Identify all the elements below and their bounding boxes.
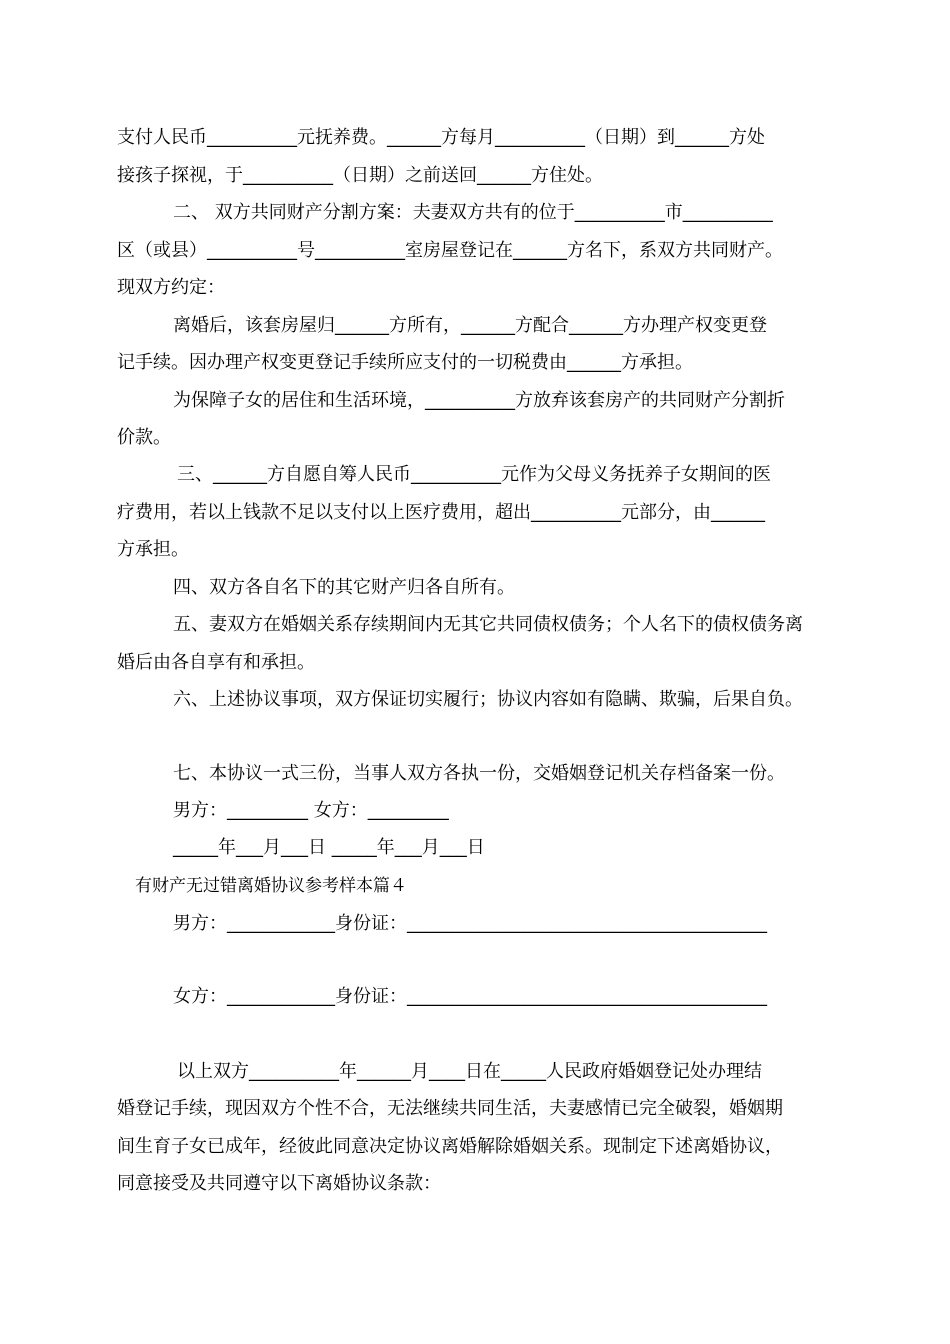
signature-line: 男方：_________ 女方：_________	[173, 800, 449, 821]
paragraph-line: 三、______方自愿自筹人民币__________元作为父母义务抚养子女期间的医	[177, 464, 771, 485]
section-title: 有财产无过错离婚协议参考样本篇４	[135, 876, 407, 896]
paragraph-line: 价款。	[117, 427, 171, 448]
paragraph-line: 离婚后，该套房屋归______方所有，______方配合______方办理产权变更登	[173, 315, 767, 336]
paragraph-line: 现双方约定：	[117, 277, 225, 298]
paragraph-line: 疗费用，若以上钱款不足以支付以上医疗费用，超出__________元部分，由______	[117, 502, 765, 523]
paragraph-line: 同意接受及共同遵守以下离婚协议条款：	[117, 1173, 441, 1194]
paragraph-line: 六、上述协议事项，双方保证切实履行；协议内容如有隐瞒、欺骗，后果自负。	[173, 689, 803, 710]
paragraph-line: 二、 双方共同财产分割方案：夫妻双方共有的位于__________市__________	[173, 202, 773, 223]
paragraph-line: 支付人民币__________元抚养费。______方每月__________（日期）到______方处	[117, 127, 765, 148]
date-line: _____年___月___日 _____年___月___日	[173, 837, 485, 858]
paragraph-line: 接孩子探视，于__________（日期）之前送回______方住处。	[117, 165, 603, 186]
paragraph-line: 婚登记手续，现因双方个性不合，无法继续共同生活，夫妻感情已完全破裂，婚姻期	[117, 1098, 783, 1119]
paragraph-line: 婚后由各自享有和承担。	[117, 652, 315, 673]
paragraph-line: 方承担。	[117, 539, 189, 560]
female-party-line: 女方：____________身份证：________________________________________	[173, 986, 767, 1007]
paragraph-line: 记手续。因办理产权变更登记手续所应支付的一切税费由______方承担。	[117, 352, 693, 373]
paragraph-line: 区（或县）__________号__________室房屋登记在______方名下，系双方共同财产。	[117, 240, 783, 261]
paragraph-line: 以上双方__________年______月____日在_____人民政府婚姻登记处办理结	[177, 1061, 762, 1082]
paragraph-line: 七、本协议一式三份，当事人双方各执一份，交婚姻登记机关存档备案一份。	[173, 763, 785, 784]
paragraph-line: 为保障子女的居住和生活环境，__________方放弃该套房产的共同财产分割折	[173, 390, 785, 411]
male-party-line: 男方：____________身份证：________________________________________	[173, 913, 767, 934]
paragraph-line: 间生育子女已成年，经彼此同意决定协议离婚解除婚姻关系。现制定下述离婚协议，	[117, 1136, 783, 1157]
paragraph-line: 四、双方各自名下的其它财产归各自所有。	[173, 577, 515, 598]
paragraph-line: 五、妻双方在婚姻关系存续期间内无其它共同债权债务；个人名下的债权债务离	[173, 614, 803, 635]
